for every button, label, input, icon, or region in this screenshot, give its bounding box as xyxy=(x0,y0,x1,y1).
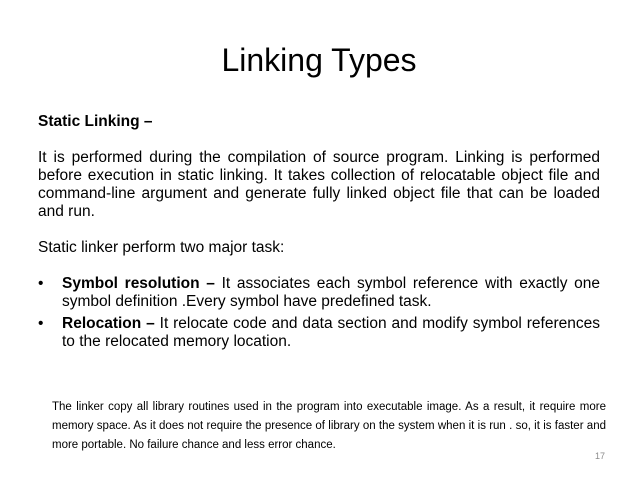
bullet-term: Relocation – xyxy=(62,315,155,332)
bullet-icon: • xyxy=(38,315,44,332)
linker-tasks-intro: Static linker perform two major task: xyxy=(38,239,285,256)
footnote-text: The linker copy all library routines used in the program into executable image. As a result, it require more memory space. As it does not require the presence of library on the system when it is run . so, it is faster and more portable. No failure chance and less error chance. xyxy=(52,401,606,451)
bullet-text: It associates each symbol reference with exactly one symbol definition .Every symbol have predefined task. xyxy=(62,275,601,310)
linker-task-list xyxy=(38,275,600,351)
subheading-static-linking: Static Linking – xyxy=(38,113,153,130)
list-item-relocation xyxy=(38,315,600,351)
page-number: 17 xyxy=(594,451,605,461)
bullet-term: Symbol resolution – xyxy=(62,275,215,292)
static-linking-description: It is performed during the compilation of source program. Linking is performed before execution in static linking. It takes collection of relocatable object file and command-line argument and generate fully linked object file that can be loaded and run. xyxy=(38,149,600,220)
slide-title: Linking Types xyxy=(221,42,417,78)
slide-content xyxy=(38,113,600,355)
list-item-symbol-resolution xyxy=(38,275,600,311)
bullet-text: It relocate code and data section and modify symbol references to the relocated memory location. xyxy=(62,315,600,350)
bullet-icon: • xyxy=(38,275,44,292)
